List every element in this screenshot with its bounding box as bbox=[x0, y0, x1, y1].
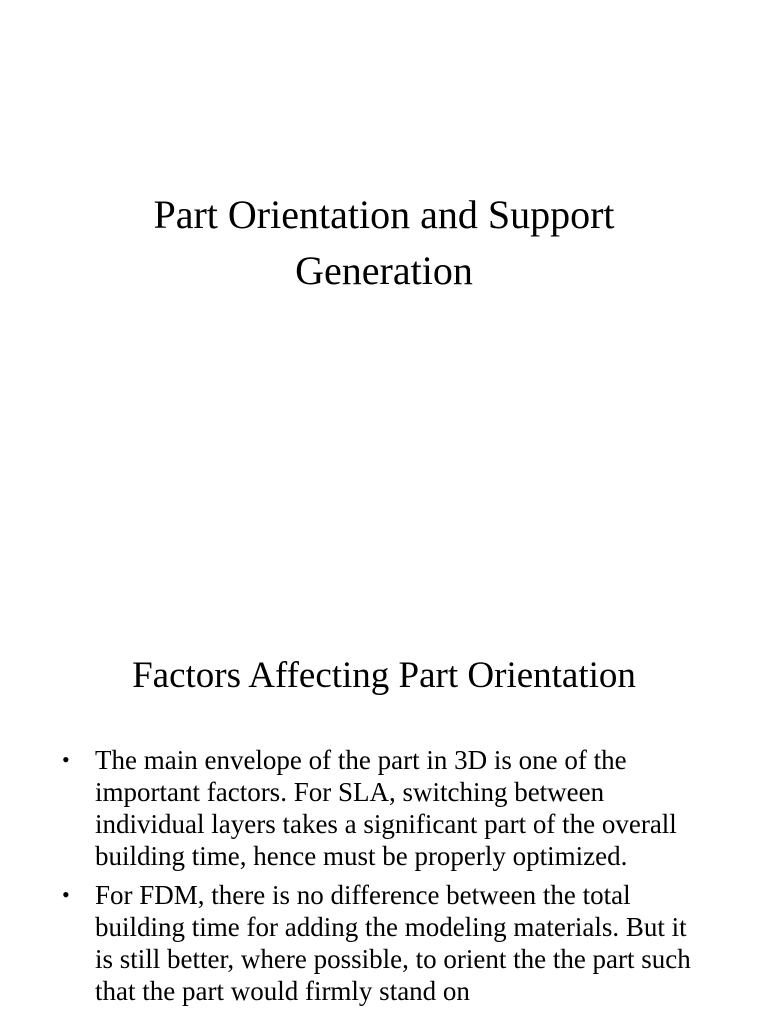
title-line: Generation bbox=[295, 248, 473, 293]
bullet-list bbox=[62, 744, 702, 1014]
bullet-item bbox=[62, 879, 702, 1007]
title-line: Part Orientation and Support bbox=[153, 192, 615, 237]
bullet-icon: • bbox=[62, 882, 70, 907]
slide-title bbox=[0, 187, 768, 299]
bullet-item bbox=[62, 744, 702, 872]
slide-factors bbox=[0, 576, 768, 1024]
bullet-icon: • bbox=[62, 747, 70, 772]
bullet-text: The main envelope of the part in 3D is one of the important factors. For SLA, switching between individual layers takes a significant part of the overall building time, hence must be properly optimized. bbox=[95, 745, 677, 871]
slide-heading: Factors Affecting Part Orientation bbox=[132, 655, 636, 696]
bullet-text: For FDM, there is no difference between the total building time for adding the modeling materials. But it is still better, where possible, to orient the the part such that the part would firmly stand on bbox=[95, 880, 691, 1006]
